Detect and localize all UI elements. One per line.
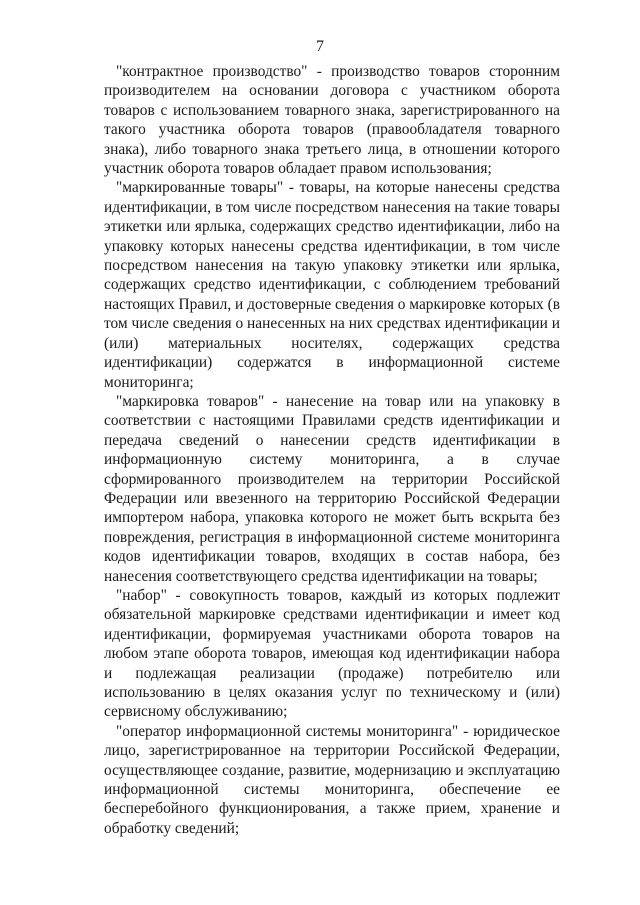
definition-paragraph-set: "набор" - совокупность товаров, каждый из которых подлежит обязательной маркировке средствами идентификации и имеет код идентификации, формируемая участниками оборота товаров на любом этапе оборота товаров, имеющая код идентификации набора и подлежащая реализации (продаже) потребителю или использованию в целях оказания услуг по техническому и (или) сервисному обслуживанию; — [104, 586, 560, 721]
page-number: 7 — [316, 38, 324, 55]
definition-paragraph-system-operator: "оператор информационной системы мониторинга" - юридическое лицо, зарегистрированное на территории Российской Федерации, осуществляющее создание, развитие, модернизацию и эксплуатацию информационной системы мониторинга, обеспечение ее бесперебойного функционирования, а также прием, хранение и обработку сведений; — [104, 722, 560, 837]
definition-paragraph-contract-production: "контрактное производство" - производство товаров сторонним производителем на основании договора с участником оборота товаров с использованием товарного знака, зарегистрированного на такого участника оборота товаров (правообладателя товарного знака), либо товарного знака третьего лица, в отношении которого участник оборота товаров обладает правом использования; — [104, 63, 560, 178]
document-body — [104, 62, 560, 838]
definition-paragraph-goods-marking: "маркировка товаров" - нанесение на товар или на упаковку в соответствии с настоящими Правилами средств идентификации и передача сведений о нанесении средств идентификации в информационную систему мониторинга, а в случае сформированного производителем на территории Российской Федерации или ввезенного на территорию Российской Федерации импортером набора, упаковка которого не может быть вскрыта без повреждения, регистрация в информационной системе мониторинга кодов идентификации товаров, входящих в состав набора, без нанесения соответствующего средства идентификации на товары; — [104, 392, 560, 585]
definition-paragraph-marked-goods: "маркированные товары" - товары, на которые нанесены средства идентификации, в том числе посредством нанесения на такие товары этикетки или ярлыка, содержащих средство идентификации, либо на упаковку которых нанесены средства идентификации, в том числе посредством нанесения на такую упаковку этикетки или ярлыка, содержащих средство идентификации, с соблюдением требований настоящих Правил, и достоверные сведения о маркировке которых (в том числе сведения о нанесенных на них средствах идентификации и (или) материальных носителях, содержащих средства идентификации) содержатся в информационной системе мониторинга; — [104, 179, 560, 391]
